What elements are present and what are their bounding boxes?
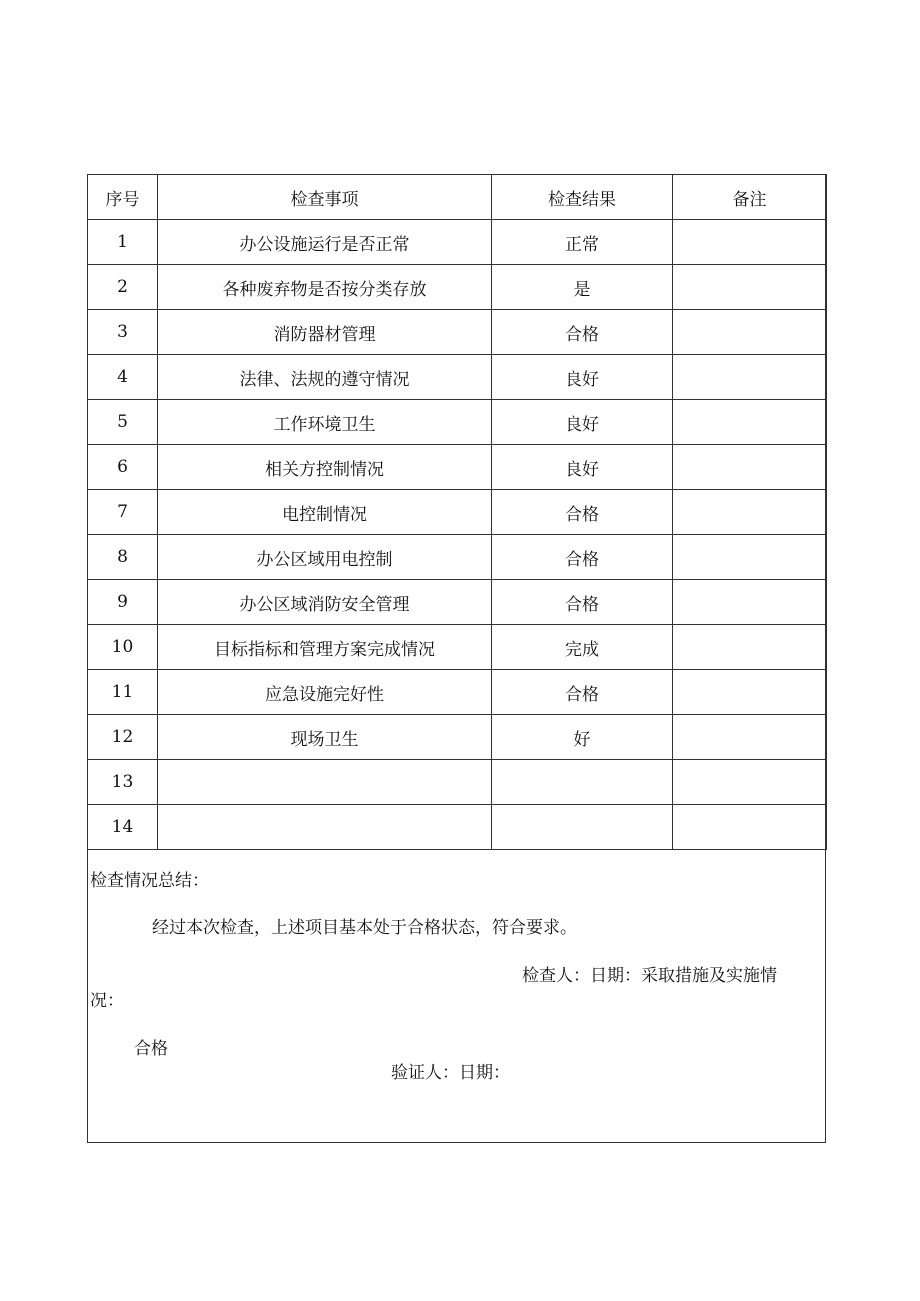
table-row <box>88 220 827 265</box>
table-row <box>88 355 827 400</box>
summary-content: 经过本次检查，上述项目基本处于合格状态，符合要求。 <box>152 918 577 938</box>
cell-no: 3 <box>88 310 158 355</box>
table-row <box>88 310 827 355</box>
header-item: 检查事项 <box>158 175 492 220</box>
cell-no: 10 <box>88 625 158 670</box>
header-note: 备注 <box>673 175 827 220</box>
measures-result: 合格 <box>134 1039 168 1059</box>
table-row <box>88 490 827 535</box>
cell-note <box>673 265 827 310</box>
inspector-line: 检查人：日期：采取措施及实施情 <box>522 966 777 986</box>
verifier-line: 验证人：日期： <box>391 1063 510 1083</box>
cell-result: 良好 <box>492 355 673 400</box>
cell-result: 正常 <box>492 220 673 265</box>
cell-item: 各种废弃物是否按分类存放 <box>158 265 492 310</box>
cell-result: 合格 <box>492 490 673 535</box>
cell-result: 良好 <box>492 445 673 490</box>
header-no: 序号 <box>88 175 158 220</box>
cell-result: 良好 <box>492 400 673 445</box>
cell-note <box>673 625 827 670</box>
cell-item: 办公设施运行是否正常 <box>158 220 492 265</box>
cell-item: 应急设施完好性 <box>158 670 492 715</box>
cell-item: 消防器材管理 <box>158 310 492 355</box>
cell-note <box>673 310 827 355</box>
cell-note <box>673 580 827 625</box>
cell-result: 完成 <box>492 625 673 670</box>
table-row <box>88 580 827 625</box>
summary-section <box>88 841 825 1141</box>
cell-result: 好 <box>492 715 673 760</box>
cell-no: 1 <box>88 220 158 265</box>
cell-item: 法律、法规的遵守情况 <box>158 355 492 400</box>
cell-item: 相关方控制情况 <box>158 445 492 490</box>
cell-no: 7 <box>88 490 158 535</box>
table-row <box>88 265 827 310</box>
inspection-form <box>87 174 826 1143</box>
inspection-table <box>87 174 827 850</box>
cell-item: 办公区域消防安全管理 <box>158 580 492 625</box>
cell-note <box>673 760 827 805</box>
summary-heading: 检查情况总结： <box>90 871 209 891</box>
cell-result: 合格 <box>492 535 673 580</box>
table-row <box>88 535 827 580</box>
cell-result: 合格 <box>492 580 673 625</box>
cell-result: 合格 <box>492 310 673 355</box>
cell-item <box>158 760 492 805</box>
cell-no: 6 <box>88 445 158 490</box>
cell-no: 8 <box>88 535 158 580</box>
cell-item: 工作环境卫生 <box>158 400 492 445</box>
cell-item: 目标指标和管理方案完成情况 <box>158 625 492 670</box>
cell-no: 13 <box>88 760 158 805</box>
cell-no: 11 <box>88 670 158 715</box>
cell-note <box>673 355 827 400</box>
inspector-line-continued: 况： <box>90 991 124 1011</box>
header-result: 检查结果 <box>492 175 673 220</box>
cell-result: 是 <box>492 265 673 310</box>
cell-result: 合格 <box>492 670 673 715</box>
table-header-row <box>88 175 827 220</box>
table-row <box>88 625 827 670</box>
cell-no: 9 <box>88 580 158 625</box>
cell-no: 5 <box>88 400 158 445</box>
table-row <box>88 670 827 715</box>
cell-no: 4 <box>88 355 158 400</box>
cell-note <box>673 490 827 535</box>
cell-note <box>673 400 827 445</box>
cell-note <box>673 670 827 715</box>
cell-item: 电控制情况 <box>158 490 492 535</box>
cell-note <box>673 715 827 760</box>
table-row <box>88 715 827 760</box>
cell-no: 12 <box>88 715 158 760</box>
table-row <box>88 760 827 805</box>
cell-note <box>673 220 827 265</box>
cell-no: 14 <box>88 805 158 850</box>
cell-item: 办公区域用电控制 <box>158 535 492 580</box>
table-row <box>88 400 827 445</box>
cell-note <box>673 535 827 580</box>
cell-item: 现场卫生 <box>158 715 492 760</box>
table-row <box>88 445 827 490</box>
cell-no: 2 <box>88 265 158 310</box>
cell-result <box>492 760 673 805</box>
cell-note <box>673 445 827 490</box>
